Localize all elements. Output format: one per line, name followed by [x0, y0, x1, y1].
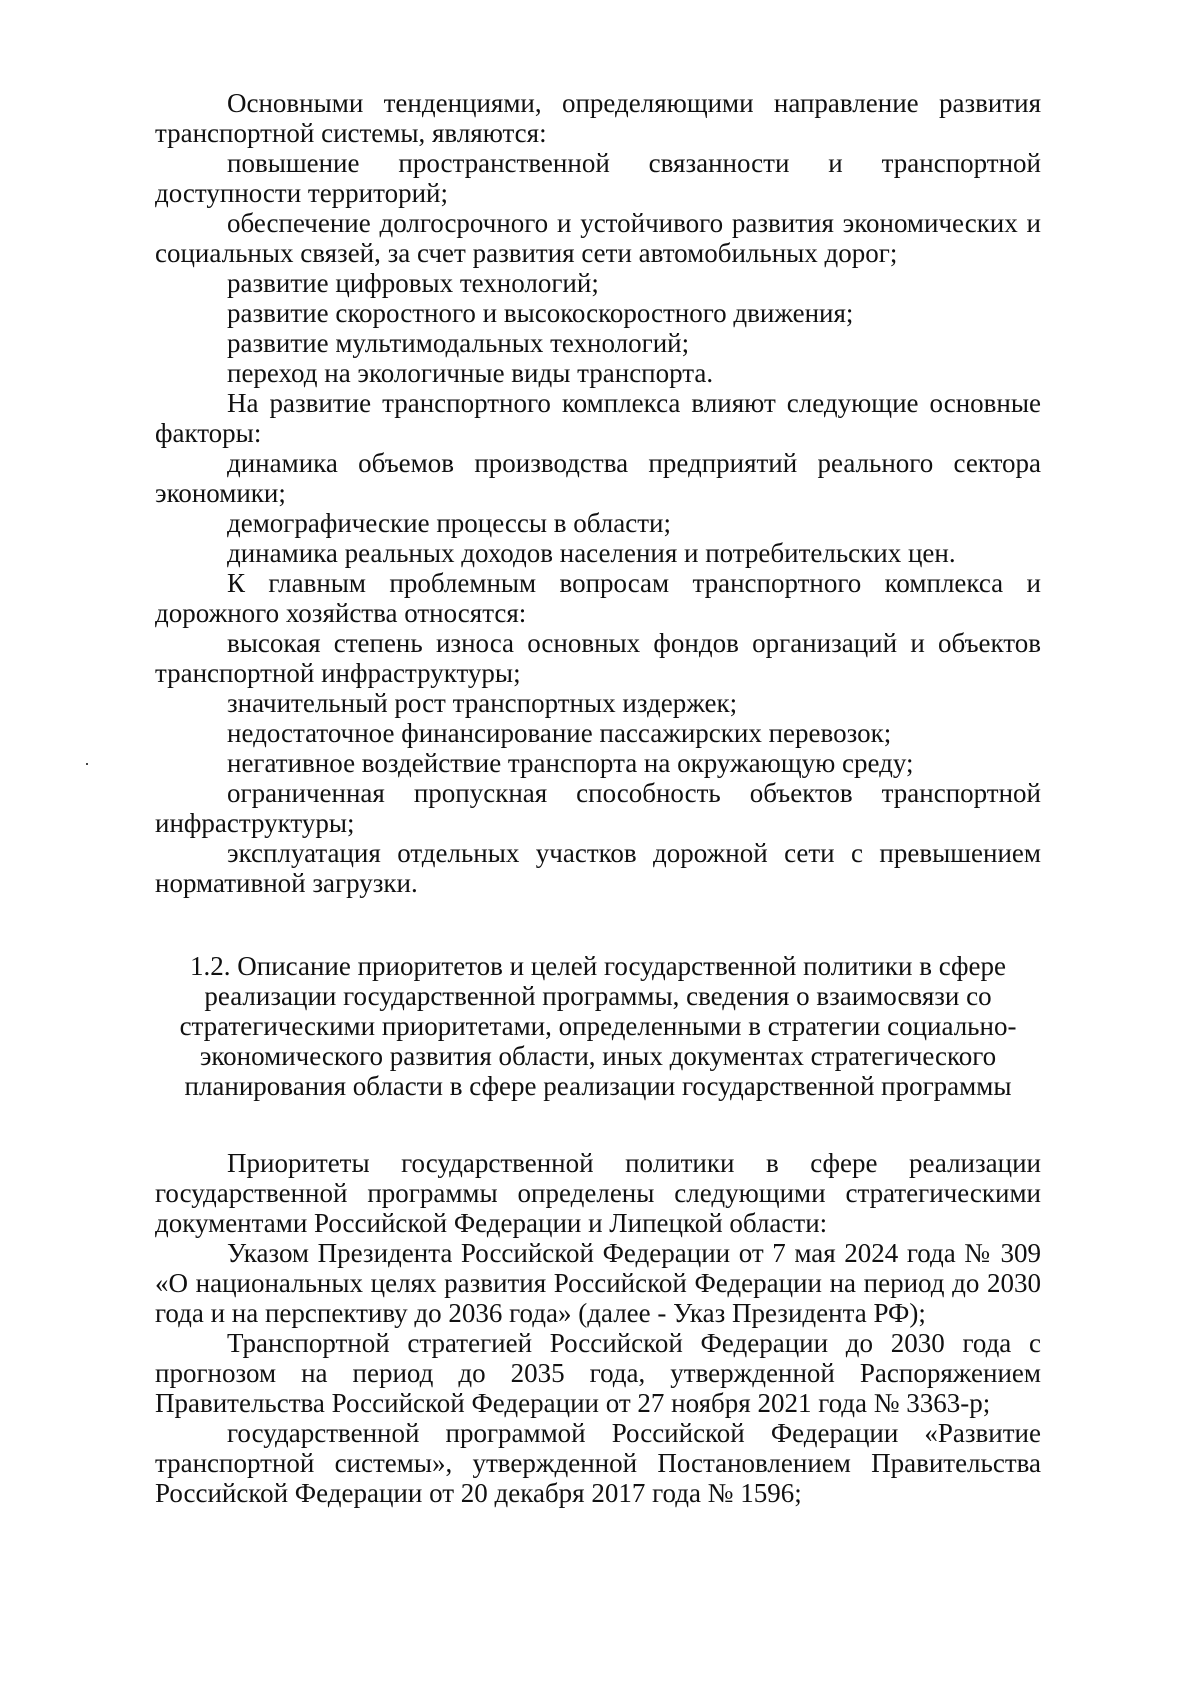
list-item: динамика объемов производства предприятий реального сектора экономики; [155, 448, 1041, 508]
document-page [155, 88, 1041, 1508]
list-item: динамика реальных доходов населения и потребительских цен. [227, 538, 956, 568]
list-item: высокая степень износа основных фондов организаций и объектов транспортной инфраструктуры; [155, 628, 1041, 688]
list-item: государственной программой Российской Федерации «Развитие транспортной системы», утвержденной Постановлением Правительства Российской Федерации от 20 декабря 2017 года № 1596; [155, 1418, 1041, 1508]
list-item: развитие скоростного и высокоскоростного движения; [227, 298, 854, 328]
section-heading: 1.2. Описание приоритетов и целей государственной политики в сфере реализации государственной программы, сведения о взаимосвязи со стратегическими приоритетами, определенными в стратегии социально-экономического развития области, иных документах стратегического планирования области в сфере реализации государственной программы [179, 951, 1017, 1101]
paragraph: Основными тенденциями, определяющими направление развития транспортной системы, являются: [155, 88, 1041, 148]
paragraph: На развитие транспортного комплекса влияют следующие основные факторы: [155, 388, 1041, 448]
list-item: демографические процессы в области; [227, 508, 671, 538]
list-item: переход на экологичные виды транспорта. [227, 358, 714, 388]
paragraph: К главным проблемным вопросам транспортного комплекса и дорожного хозяйства относятся: [155, 568, 1041, 628]
list-item: Транспортной стратегией Российской Федерации до 2030 года с прогнозом на период до 2035 года, утвержденной Распоряжением Правительства Российской Федерации от 27 ноября 2021 года № 3363-р; [155, 1328, 1041, 1418]
list-item: значительный рост транспортных издержек; [227, 688, 738, 718]
list-item: повышение пространственной связанности и транспортной доступности территорий; [155, 148, 1041, 208]
paragraph: Приоритеты государственной политики в сфере реализации государственной программы определены следующими стратегическими документами Российской Федерации и Липецкой области: [155, 1148, 1041, 1238]
list-item: развитие мультимодальных технологий; [227, 328, 690, 358]
list-item: обеспечение долгосрочного и устойчивого развития экономических и социальных связей, за счет развития сети автомобильных дорог; [155, 208, 1041, 268]
list-item: Указом Президента Российской Федерации от 7 мая 2024 года № 309 «О национальных целях развития Российской Федерации на период до 2030 года и на перспективу до 2036 года» (далее - Указ Президента РФ); [155, 1238, 1041, 1328]
list-item: недостаточное финансирование пассажирских перевозок; [227, 718, 892, 748]
list-item: эксплуатация отдельных участков дорожной сети с превышением нормативной загрузки. [155, 838, 1041, 898]
list-item: ограниченная пропускная способность объектов транспортной инфраструктуры; [155, 778, 1041, 838]
scan-speck [86, 763, 88, 765]
list-item: негативное воздействие транспорта на окружающую среду; [227, 748, 914, 778]
list-item: развитие цифровых технологий; [227, 268, 599, 298]
